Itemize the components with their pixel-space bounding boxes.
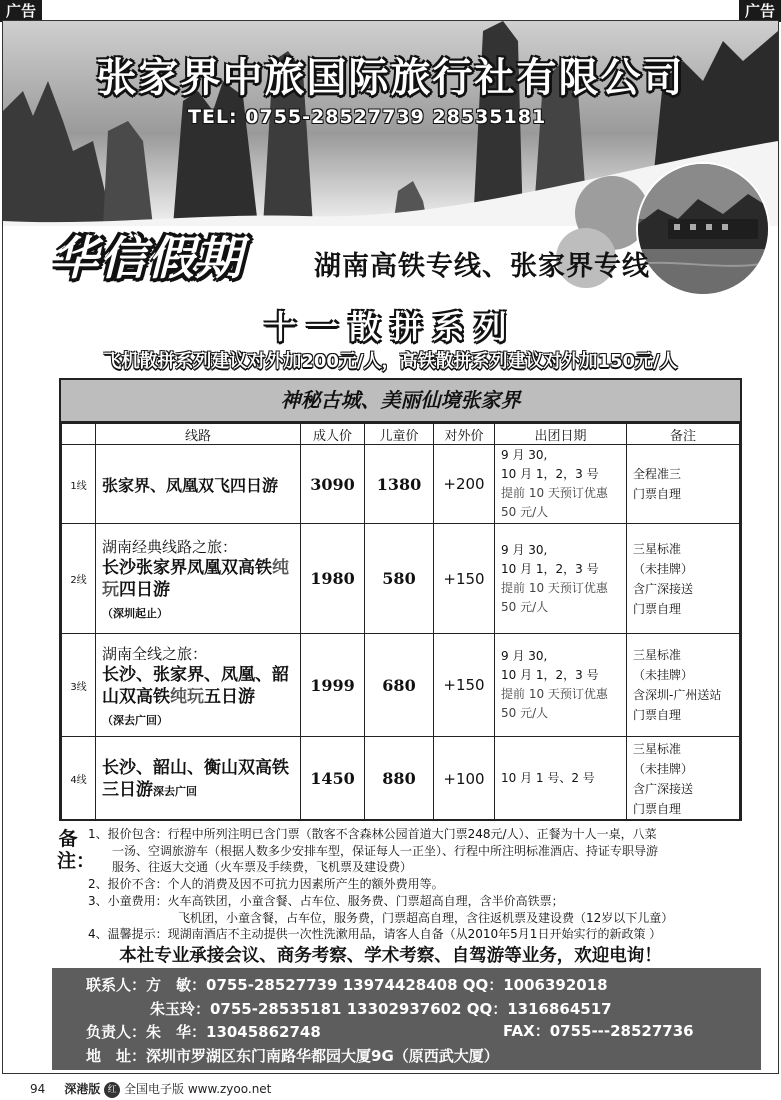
external-price: +200 xyxy=(434,445,495,524)
table-row xyxy=(62,524,740,634)
table-row xyxy=(62,634,740,737)
route-number: 3线 xyxy=(62,634,96,737)
route-number: 4线 xyxy=(62,737,96,821)
series-title: 十一散拼系列 xyxy=(264,308,517,346)
remark-line: 一汤、空调旅游车（根据人数多少安排车型，保证每人一正坐）、行程中所注明标准酒店、持证专职导游 xyxy=(112,843,659,858)
date-cell xyxy=(495,634,627,737)
tour-table xyxy=(59,378,742,821)
child-price: 1380 xyxy=(365,445,434,524)
contact-line: 负责人：朱 华：13045862748 xyxy=(86,1023,321,1041)
business-slogan: 本社专业承接会议、商务考察、学术考察、自驾游等业务，欢迎电询！ xyxy=(119,946,662,966)
fenghuang-town-photo xyxy=(636,162,770,296)
ad-label-left: 广告 xyxy=(0,0,42,22)
logo-icon: 红 xyxy=(104,1082,120,1098)
note-line: 门票自理 xyxy=(633,708,682,722)
remark-line: 3、小童费用：火车高铁团，小童含餐、占车位、服务费、门票超高自理，含半价高铁票； xyxy=(88,893,564,908)
remark-line: 飞机团，小童含餐，占车位，服务费，门票超高自理，含往返机票及建设费（12岁以下儿童） xyxy=(178,910,674,925)
note-line: 含深圳-广州送站 xyxy=(633,688,722,702)
price-notice: 飞机散拼系列建议对外加200元/人，高铁散拼系列建议对外加150元/人 xyxy=(103,351,678,372)
note-cell xyxy=(627,737,740,821)
note-cell xyxy=(627,445,740,524)
brand-logo: 华信假期 xyxy=(52,231,244,285)
note-line: （未挂牌） xyxy=(633,561,694,576)
route-suffix: 五日游 xyxy=(204,686,255,707)
route-tag: （深去广回） xyxy=(102,713,168,727)
route-suffix: 四日游 xyxy=(119,580,170,600)
discount-line: 提前 10 天预订优惠 xyxy=(501,580,608,595)
contact-line: 联系人：方 敏：0755-28527739 13974428408 QQ：1006392018 xyxy=(86,976,608,994)
note-line: 三星标准 xyxy=(633,741,682,756)
table-row xyxy=(62,737,740,821)
external-price: +100 xyxy=(434,737,495,821)
child-price: 680 xyxy=(365,634,434,737)
date-line: 9 月 30, xyxy=(501,649,548,663)
website-link[interactable]: 全国电子版 www.zyoo.net xyxy=(124,1082,272,1096)
route-name: 张家界、凤凰双飞四日游 xyxy=(102,475,279,495)
route-cell xyxy=(96,634,301,737)
edition-label: 深港版 xyxy=(64,1082,101,1096)
adult-price: 3090 xyxy=(301,445,365,524)
page-number: 94 xyxy=(30,1082,46,1096)
route-name: 长沙、张家界、凤凰、韶山双高铁 xyxy=(102,664,289,707)
route-highlight: 纯玩 xyxy=(170,686,204,707)
route-cell xyxy=(96,445,301,524)
page-footer xyxy=(30,1080,271,1098)
route-name: 长沙、韶山、衡山双高铁 三日游 xyxy=(102,757,289,800)
discount-line: 提前 10 天预订优惠 xyxy=(501,687,608,701)
col-header xyxy=(62,424,96,445)
col-header-external: 对外价 xyxy=(434,424,495,445)
discount-amount: 50 元/人 xyxy=(501,706,549,720)
date-line: 10 月 1，2，3 号 xyxy=(501,668,599,682)
route-number: 1线 xyxy=(62,445,96,524)
date-cell xyxy=(495,445,627,524)
route-cell xyxy=(96,524,301,634)
remarks-list xyxy=(88,826,768,943)
child-price: 880 xyxy=(365,737,434,821)
adult-price: 1980 xyxy=(301,524,365,634)
note-line: 三星标准 xyxy=(633,648,682,662)
note-line: 门票自理 xyxy=(633,801,682,816)
route-number: 2线 xyxy=(62,524,96,634)
remark-line: 服务、往返大交通（火车票及手续费，飞机票及建设费） xyxy=(112,860,413,875)
discount-line: 提前 10 天预订优惠 xyxy=(501,486,608,500)
col-header-route: 线路 xyxy=(96,424,301,445)
remark-line: 1、报价包含：行程中所列注明已含门票（散客不含森林公园首道大门票248元/人）、正餐为十人一桌，八菜 xyxy=(88,827,657,841)
note-line: 含广深接送 xyxy=(633,581,694,596)
note-line: 门票自理 xyxy=(633,601,682,616)
company-tel: TEL: 0755-28527739 28535181 xyxy=(188,106,547,128)
date-line: 10 月 1，2，3 号 xyxy=(501,561,599,576)
note-cell xyxy=(627,524,740,634)
date-line: 10 月 1，2，3 号 xyxy=(501,467,599,481)
route-prefix: 湖南经典线路之旅： xyxy=(102,538,238,556)
route-name: 长沙张家界凤凰双高铁 xyxy=(102,558,272,578)
adult-price: 1450 xyxy=(301,737,365,821)
address-line: 地 址：深圳市罗湖区东门南路华都园大厦9G（原西武大厦） xyxy=(86,1046,499,1065)
external-price: +150 xyxy=(434,524,495,634)
table-title: 神秘古城、美丽仙境张家界 xyxy=(61,380,740,423)
route-highlight: 纯玩 xyxy=(102,558,289,600)
table-row xyxy=(62,445,740,524)
note-line: 门票自理 xyxy=(633,487,682,501)
adult-price: 1999 xyxy=(301,634,365,737)
remark-line: 2、报价不含：个人的消费及因不可抗力因素所产生的额外费用等。 xyxy=(88,877,444,892)
contact-line: 朱玉玲：0755-28535181 13302937602 QQ：1316864517 xyxy=(150,999,612,1018)
route-tag: 深去广回 xyxy=(153,784,197,798)
route-tag: （深圳起止） xyxy=(102,607,168,620)
note-line: 三星标准 xyxy=(633,541,682,556)
company-name: 张家界中旅国际旅行社有限公司 xyxy=(96,55,685,101)
note-line: 含广深接送 xyxy=(633,781,694,796)
date-cell: 10 月 1 号、2 号 xyxy=(495,737,627,821)
ad-label-right: 广告 xyxy=(739,0,781,22)
child-price: 580 xyxy=(365,524,434,634)
fax-number: FAX：0755---28527736 xyxy=(503,1022,694,1040)
date-line: 9 月 30, xyxy=(501,542,548,557)
subtitle: 湖南高铁专线、张家界专线 xyxy=(314,251,650,282)
col-header-child: 儿童价 xyxy=(365,424,434,445)
note-line: （未挂牌） xyxy=(633,761,694,776)
col-header-date: 出团日期 xyxy=(495,424,627,445)
note-line: 全程准三 xyxy=(633,467,682,481)
note-line: （未挂牌） xyxy=(633,668,694,682)
discount-amount: 50 元/人 xyxy=(501,505,549,519)
route-prefix: 湖南全线之旅： xyxy=(102,644,208,663)
remark-line: 4、温馨提示：现湖南酒店不主动提供一次性洗漱用品，请客人自备（从2010年5月1日开始实行的新政策 ） xyxy=(88,927,662,942)
contact-box xyxy=(52,968,761,1070)
route-cell xyxy=(96,737,301,821)
note-cell xyxy=(627,634,740,737)
external-price: +150 xyxy=(434,634,495,737)
table-header-row xyxy=(62,424,740,445)
remarks-heading: 备注： xyxy=(57,828,96,872)
col-header-adult: 成人价 xyxy=(301,424,365,445)
discount-amount: 50 元/人 xyxy=(501,599,549,614)
date-line: 9 月 30, xyxy=(501,448,548,462)
col-header-note: 备注 xyxy=(627,424,740,445)
date-cell xyxy=(495,524,627,634)
